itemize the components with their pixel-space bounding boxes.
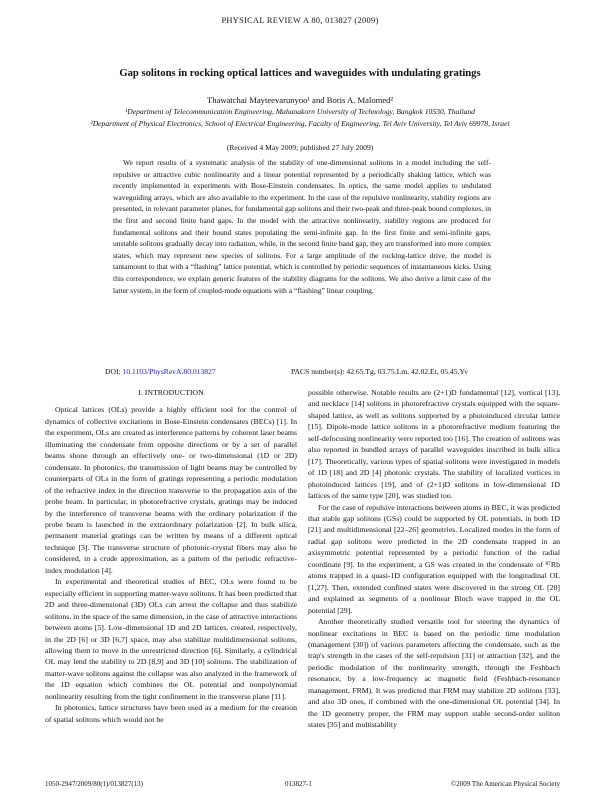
paragraph: Optical lattices (OLs) provide a highly efficient tool for the control of dynamics of collective excitations in Bose-Einstein condensates (BECs) [1]. In the experiment, OLs are created as interference patterns by coherent laser beams illuminating the condensate from opposite directions or by a set of parallel beams shone through an effectively one- or two-dimensional (1D or 2D) condensate. In photonics, the transmission of light beams may be controlled by counterparts of OLs in the form of gratings representing a periodic modulation of the refractive index in the direction transverse to the propagation axis of the probe beam. In particular, in photorefractive crystals, gratings may be induced by the interference of transverse beams with the ordinary polarization if the probe beam is launched in the extraordinary polarization [2]. In bulk silica, permanent material gratings can be written by means of a different optical technique [3]. The transverse structure of photonic-crystal fibers may also be considered, in a crude approximation, as a pattern of the periodic refractive-index modulation [4]. (45, 405, 297, 575)
abstract: We report results of a systematic analysis of the stability of one-dimensional solitons in a model including the self-repulsive or attractive cubic nonlinearity and a linear potential represented by a periodically shaking lattice, which was recently implemented in experiments with Bose-Einstein condensates. In optics, the same model applies to undulated waveguiding arrays, which are also available to the experiment. In the case of the repulsive nonlinearity, stability regions are presented, in relevant parameter planes, for fundamental gap solitons and their two-peak and three-peak bound complexes, in the first and second finite band gaps. In the model with the attractive nonlinearity, stability regions are produced for fundamental solitons and their bound states populating the semi-infinite gap. In the first finite and semi-infinite gaps, unstable solitons gradually decay into radiation, while, in the second finite band gap, they are transformed into more complex states, which may represent new species of solitons. For a large amplitude of the rocking-lattice drive, the model is tantamount to that with a “flashing” lattice potential, which is controlled by periodic sequences of instantaneous kicks. Using this correspondence, we explain generic features of the stability diagrams for the solitons. We also derive a limit case of the latter system, in the form of coupled-mode equations with a “flashing” linear coupling. (113, 158, 491, 295)
paper-title: Gap solitons in rocking optical lattices and waveguides with undulating gratings (119, 68, 481, 79)
paragraph: For the case of repulsive interactions between atoms in BEC, it was predicted that stable gap solitons (GSs) could be supported by OL potentials, in both 1D [21] and multidimensional [22–26] geometries. Localized modes in the form of radial gap solitons were predicted in the 2D condensate trapped in an axisymmetric potential represented by a periodic function of the radial coordinate [9]. In the experiment, a GS was created in the condensate of ⁸⁷Rb atoms trapped in a quasi-1D configuration equipped with the longitudinal OL [1,27]. Then, extended confined states were discovered in the strong OL [28] and explained as segments of a nonlinear Bloch wave trapped in the OL potential [29]. (308, 502, 560, 615)
pacs-numbers: PACS number(s): 42.65.Tg, 03.75.Lm, 42.82.Et, 05.45.Yv (291, 367, 468, 376)
journal-header: PHYSICAL REVIEW A 80, 013827 (2009) (221, 16, 379, 25)
paragraph: In experimental and theoretical studies of BEC, OLs were found to be especially efficient in supporting matter-wave solitons. It has been predicted that 2D and three-dimensional (3D) OLs can arrest the collapse and thus stabilize solitons, in the space of the same dimension, in the case of attractive interactions between atoms [5]. Low-dimensional 1D and 2D lattices, created, respectively, in the 2D [6] or 3D [6,7] space, may also stabilize multidimensional solitons, allowing them to move in the unrestricted direction [6]. Similarly, a cylindrical OL may lend the stability to 2D [8,9] and 3D [10] solitons. The stabilization of matter-wave solitons against the collapse was also analyzed in the framework of the 1D equation which combines the OL potential and nonpolynomial nonlinearity resulting from the tight confinement in the transverse plane [11]. (45, 577, 297, 701)
right-column (308, 387, 560, 731)
affiliation-1: ¹Department of Telecommunication Engineering, Mahanakorn University of Technology, Bangkok 10530, Thailand (125, 107, 475, 116)
paragraph: Another theoretically studied versatile tool for steering the dynamics of nonlinear excitations in BEC is based on the periodic time modulation (management [30]) of various parameters affecting the condensate, such as the trap's strength in the cases of the self-repulsion [31] or attraction [32], and the periodic modulation of the nonlinearity strength, through the Feshbach resonance, by a low-frequency ac magnetic field (Feshbach-resonance management, FRM). It was predicted that FRM may stabilize 2D solitons [33], and also 3D ones, if combined with the one-dimensional OL potential [34]. In the 1D geometry proper, the FRM may support stable second-order soliton states [35] and multistability (308, 617, 560, 730)
left-column (45, 387, 297, 725)
paragraph: In photonics, lattice structures have been used as a medium for the creation of spatial solitons which would not be (45, 703, 297, 724)
section-heading: I. INTRODUCTION (138, 388, 204, 397)
received-dates: (Received 4 May 2009; published 27 July 2009) (226, 143, 374, 152)
doi-label: DOI: (105, 367, 121, 376)
footer-issn: 1050-2947/2009/80(1)/013827(13) (45, 780, 143, 788)
doi-link[interactable]: 10.1103/PhysRevA.80.013827 (122, 367, 216, 376)
footer-page-number: 013827-1 (285, 780, 312, 788)
doi (105, 367, 216, 376)
affiliation-2: ²Department of Physical Electronics, School of Electrical Engineering, Faculty of Engineering, Tel Aviv University, Tel Aviv 69978, Israel (90, 119, 510, 128)
footer-copyright: ©2009 The American Physical Society (450, 780, 560, 788)
paper-authors: Thawatchai Mayteevarunyoo¹ and Boris A. Malomed² (206, 95, 394, 105)
paragraph: possible otherwise. Notable results are (2+1)D fundamental [12], vortical [13], and necklace [14] solitons in photorefractive crystals equipped with the square-shaped lattice, as well as solitons supported by a photoinduced circular lattice [15]. Dipole-mode lattice solitons in a photorefractive medium featuring the self-defocusing nonlinearity were reported too [16]. The creation of solitons was also reported in bundled arrays of parallel waveguides inscribed in bulk silica [17]. Theoretically, various types of spatial solitons were investigated in models of 1D [18] and 2D [4] photonic crystals. The stability of localized vortices in photoinduced lattices [19], and of (2+1)D solitons in low-dimensional 1D lattices of the same type [20], was studied too. (308, 388, 560, 501)
